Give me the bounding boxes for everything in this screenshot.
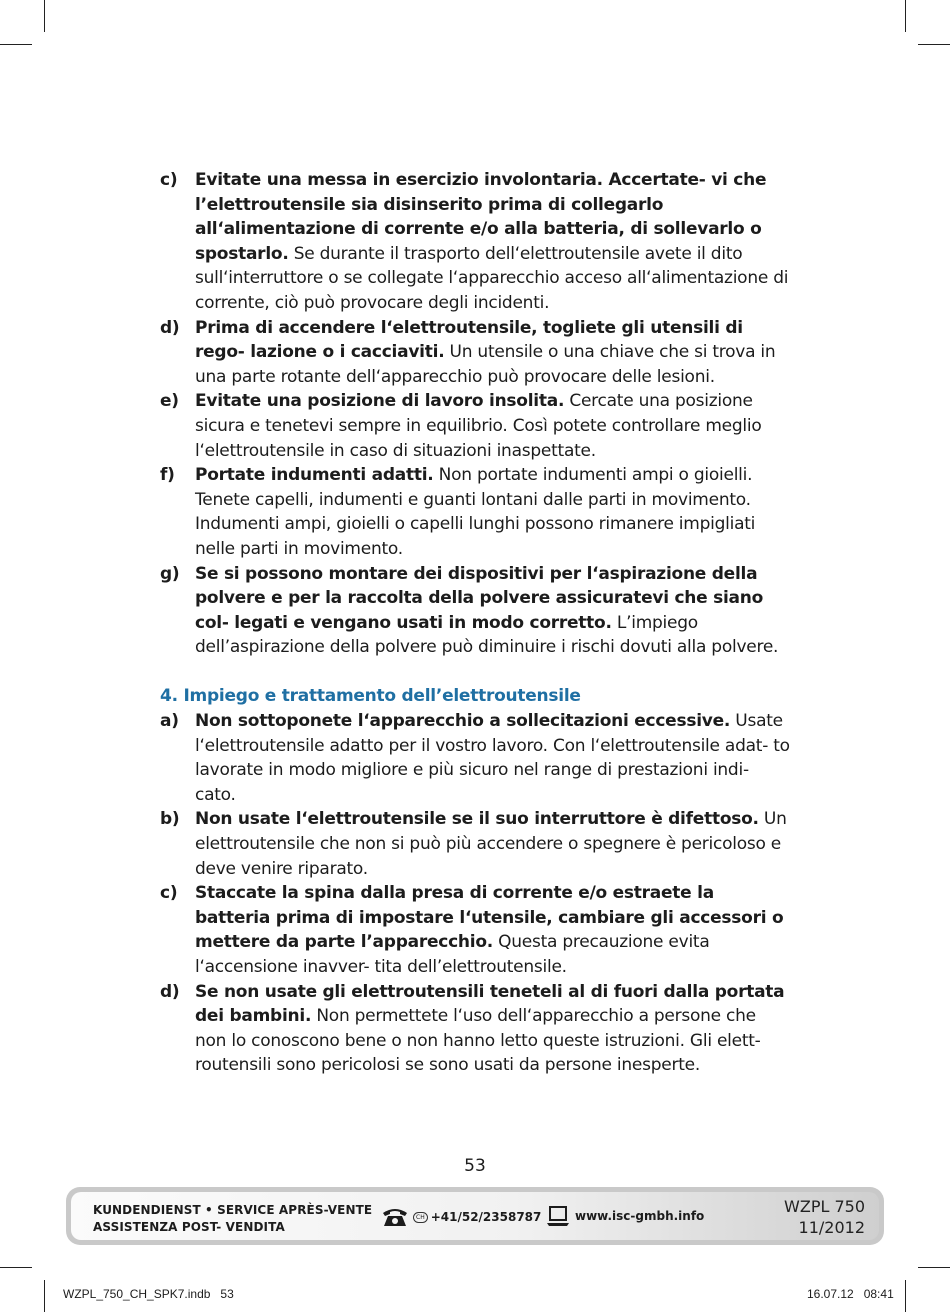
item-letter: g)	[160, 563, 180, 584]
item-text	[195, 980, 792, 1078]
item-bold-text: Prima di accendere l‘elettroutensile, togliete gli utensili di rego- lazione o i cacciaviti.	[195, 317, 743, 363]
service-footer	[66, 1187, 884, 1245]
item-normal-text: Se durante il trasporto dell‘elettroutensile avete il dito sull‘interruttore o se collegate l‘apparecchio acceso all‘alimentazione di corrente, ciò può provocare degli incidenti.	[195, 243, 789, 313]
crop-mark	[905, 0, 906, 32]
list-item	[160, 389, 792, 463]
item-bold-text: Se non usate gli elettroutensili teneteli al di fuori dalla portata dei bambini.	[195, 981, 785, 1027]
item-bold-text: Evitate una messa in esercizio involontaria. Accertate- vi che l’elettroutensile sia disinserito prima di collegarlo all‘alimentazione di corrente e/o alla batteria, di sollevarlo o spostarlo.	[195, 170, 767, 264]
item-letter: c)	[160, 883, 178, 904]
print-slug-date: 16.07.12 08:41	[807, 1287, 894, 1301]
item-text	[195, 389, 792, 463]
item-normal-text: Questa precauzione evita l‘accensione inavver- tita dell’elettroutensile.	[195, 932, 710, 977]
list-item	[160, 709, 792, 807]
item-text	[195, 881, 792, 979]
print-slug-file: WZPL_750_CH_SPK7.indb 53	[63, 1287, 234, 1301]
item-letter: b)	[160, 809, 180, 830]
item-letter: c)	[160, 170, 178, 190]
list-item	[160, 980, 792, 1078]
item-bold-text: Non sottoponete l‘apparecchio a sollecitazioni eccessive.	[195, 711, 731, 732]
list-item	[160, 562, 792, 660]
item-normal-text: L’impiego dell’aspirazione della polvere può diminuire i rischi dovuti alla polvere.	[195, 612, 779, 658]
section-heading: 4. Impiego e trattamento dell’elettroutensile	[160, 686, 581, 707]
crop-mark	[44, 1280, 45, 1312]
item-bold-text: Portate indumenti adatti.	[195, 465, 434, 486]
crop-mark	[918, 44, 950, 45]
list-item	[160, 316, 792, 390]
item-bold-text: Se si possono montare dei dispositivi per l‘aspirazione della polvere e per la raccolta della polvere assicuratevi che siano col- legati e vengano usati in modo corretto.	[195, 563, 764, 633]
item-letter: f)	[160, 465, 175, 486]
page-number: 53	[464, 1156, 486, 1176]
page-content	[160, 168, 792, 1078]
crop-mark	[905, 1280, 906, 1312]
phone-number: +41/52/2358787	[430, 1210, 542, 1224]
item-normal-text: Usate l‘elettroutensile adatto per il vostro lavoro. Con l‘elettroutensile adat- to lavorate in modo migliore e più sicuro nel range di prestazioni indi- cato.	[195, 711, 790, 805]
item-letter: e)	[160, 391, 179, 412]
list-after	[160, 709, 792, 1078]
footer-panel	[71, 1192, 879, 1240]
crop-mark	[0, 1267, 32, 1268]
model-info	[784, 1196, 865, 1238]
item-text	[195, 168, 792, 316]
item-bold-text: Staccate la spina dalla presa di corrente e/o estraete la batteria prima di impostare l‘utensile, cambiare gli accessori o mettere da parte l’apparecchio.	[195, 883, 784, 953]
service-line-1: KUNDENDIENST • SERVICE APRÈS-VENTE	[93, 1203, 373, 1217]
list-item	[160, 881, 792, 979]
phone-group	[381, 1206, 541, 1228]
item-text	[195, 463, 792, 561]
item-normal-text: Un utensile o una chiave che si trova in una parte rotante dell‘apparecchio può provocare delle lesioni.	[195, 342, 776, 387]
list-item	[160, 463, 792, 561]
item-normal-text: Cercate una posizione sicura e tenetevi sempre in equilibrio. Così potete controllare meglio l‘elettroutensile in caso di situazioni inaspettate.	[195, 391, 762, 461]
service-label	[93, 1202, 372, 1236]
item-bold-text: Evitate una posizione di lavoro insolita.	[195, 391, 565, 412]
list-item	[160, 807, 792, 881]
website-link[interactable]: www.isc-gmbh.info	[575, 1209, 705, 1223]
crop-mark	[44, 0, 45, 32]
telephone-icon	[381, 1206, 409, 1228]
model-date: 11/2012	[798, 1218, 865, 1237]
website-group	[546, 1205, 704, 1227]
list-item	[160, 168, 792, 316]
item-letter: a)	[160, 711, 179, 732]
item-text	[195, 709, 792, 807]
crop-mark	[0, 44, 32, 45]
item-normal-text: Non permettete l‘uso dell‘apparecchio a persone che non lo conoscono bene o non hanno letto queste istruzioni. Gli elett- routensili sono pericolosi se sono usati da persone inesperte.	[195, 1006, 761, 1076]
item-text	[195, 807, 792, 881]
item-text	[195, 316, 792, 390]
country-badge: CH	[413, 1212, 428, 1223]
item-text	[195, 562, 792, 660]
model-name: WZPL 750	[784, 1197, 865, 1216]
item-bold-text: Non usate l‘elettroutensile se il suo interruttore è difettoso.	[195, 809, 759, 830]
service-line-2: ASSISTENZA POST- VENDITA	[93, 1220, 285, 1234]
item-letter: d)	[160, 981, 180, 1002]
crop-mark	[918, 1267, 950, 1268]
item-letter: d)	[160, 317, 180, 338]
laptop-icon	[546, 1205, 570, 1227]
list-before	[160, 168, 792, 660]
item-normal-text: Non portate indumenti ampi o gioielli. Tenete capelli, indumenti e guanti lontani dalle parti in movimento. Indumenti ampi, gioielli o capelli lunghi possono rimanere impigliati nelle parti in movimento.	[195, 465, 756, 559]
item-normal-text: Un elettroutensile che non si può più accendere o spegnere è pericoloso e deve venire riparato.	[195, 809, 787, 879]
